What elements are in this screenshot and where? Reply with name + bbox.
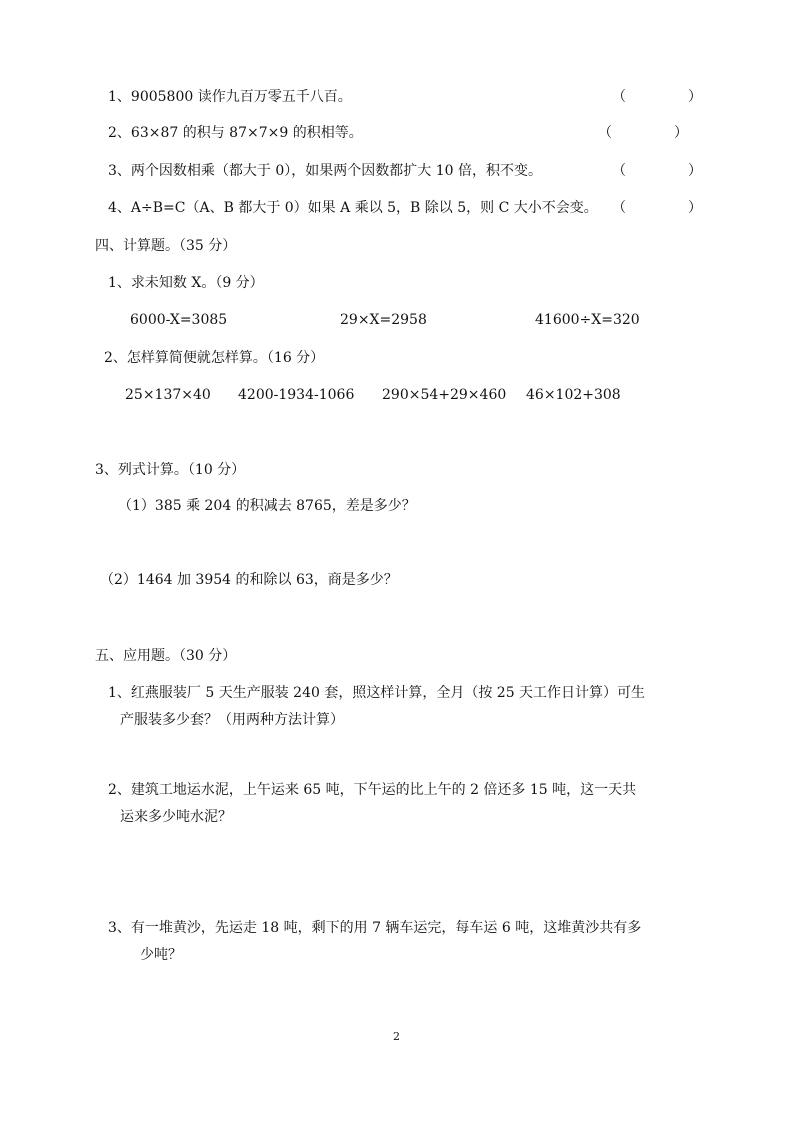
section-4-heading: 四、计算题。（35 分）	[95, 238, 237, 254]
section-4-q2-title: 2、怎样算简便就怎样算。（16 分）	[104, 350, 325, 366]
judge-item-2: 2、63×87 的积与 87×7×9 的积相等。	[108, 125, 363, 141]
problem-2-line-2: 运来多少吨水泥？	[120, 809, 232, 825]
word-calc-item-1: （1）385 乘 204 的积减去 8765，差是多少？	[118, 498, 416, 514]
equation-1: 6000-X=3085	[130, 312, 228, 328]
answer-paren-left-2: （	[598, 125, 612, 141]
section-4-q3-title: 3、列式计算。（10 分）	[95, 462, 246, 478]
answer-paren-left-4: （	[612, 200, 626, 216]
expression-3: 290×54+29×460	[382, 387, 507, 403]
problem-3-line-2: 少吨？	[140, 947, 182, 963]
problem-1-line-1: 1、红燕服装厂 5 天生产服装 240 套，照这样计算，全月（按 25 天工作日计算）可生	[108, 685, 646, 701]
problem-1-line-2: 产服装多少套？（用两种方法计算）	[120, 712, 344, 728]
answer-paren-left-1: （	[612, 89, 626, 105]
judge-item-4: 4、A÷B=C（A、B 都大于 0）如果 A 乘以 5，B 除以 5，则 C 大小不会变。	[108, 200, 598, 216]
problem-2-line-1: 2、建筑工地运水泥，上午运来 65 吨，下午运的比上午的 2 倍还多 15 吨，这一天共	[108, 782, 637, 798]
judge-item-1: 1、9005800 读作九百万零五千八百。	[108, 89, 352, 105]
expression-1: 25×137×40	[125, 387, 211, 403]
answer-paren-right-2: ）	[674, 125, 688, 141]
judge-item-3: 3、两个因数相乘（都大于 0），如果两个因数都扩大 10 倍，积不变。	[108, 163, 542, 179]
answer-paren-right-3: ）	[688, 163, 702, 179]
page-number: 2	[393, 1030, 400, 1043]
answer-paren-right-1: ）	[688, 89, 702, 105]
answer-paren-left-3: （	[612, 163, 626, 179]
expression-4: 46×102+308	[526, 387, 621, 403]
expression-2: 4200-1934-1066	[238, 387, 355, 403]
equation-3: 41600÷X=320	[535, 312, 640, 328]
equation-2: 29×X=2958	[340, 312, 427, 328]
word-calc-item-2: （2）1464 加 3954 的和除以 63，商是多少？	[100, 572, 398, 588]
problem-3-line-1: 3、有一堆黄沙，先运走 18 吨，剩下的用 7 辆车运完，每车运 6 吨，这堆黄沙共有多	[108, 920, 642, 936]
section-4-q1-title: 1、求未知数 X。（9 分）	[108, 275, 264, 291]
answer-paren-right-4: ）	[688, 200, 702, 216]
section-5-heading: 五、应用题。（30 分）	[95, 648, 237, 664]
